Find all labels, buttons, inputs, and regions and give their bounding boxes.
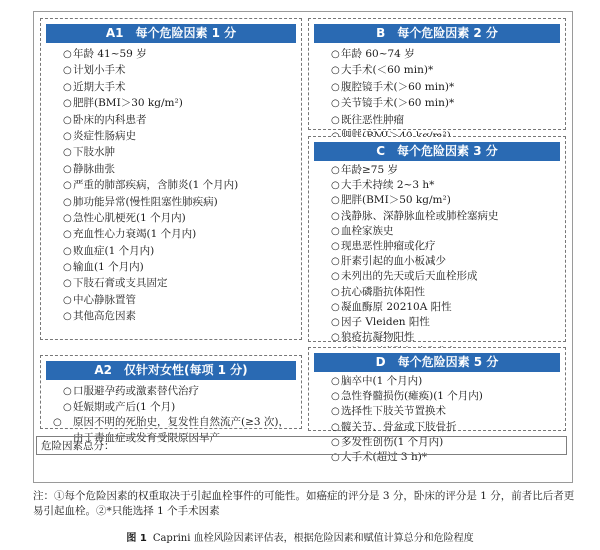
list-item-text: 肝素引起的血小板减少 [341,255,446,268]
list-item-text: 肥胖(BMI＞50 kg/m²) [341,194,451,207]
list-item-text: 因子 Vleiden 阳性 [341,315,430,328]
circle-bullet-icon: ○ [63,81,72,93]
circle-bullet-icon: ○ [331,180,340,192]
footnote: 注：①每个危险因素的权重取决于引起血栓事件的可能性。如癌症的评分是 3 分，卧床的评分是 1 分，前者比后者更易引起血栓。②*只能选择 1 个手术因素 [33,490,575,517]
list-item-text: 大手术(超过 3 h)* [341,450,428,463]
circle-bullet-icon: ○ [63,311,72,323]
circle-bullet-icon: ○ [331,49,340,60]
circle-bullet-icon: ○ [63,278,72,290]
list-item [63,384,295,400]
list-item-text: 输血(1 个月内) [73,261,144,274]
circle-bullet-icon: ○ [63,130,72,142]
list-item [331,315,559,330]
circle-bullet-icon: ○ [331,81,340,93]
list-item [331,285,559,300]
box-d [308,347,566,463]
circle-bullet-icon: ○ [63,245,72,257]
list-item [63,194,295,210]
circle-bullet-icon: ○ [331,391,340,403]
list-item [63,243,295,259]
box-a1-list [63,46,295,325]
list-item [63,95,295,111]
list-item-text: 急性心肌梗死(1 个月内) [73,211,186,224]
box-c-header: C 每个危险因素 3 分 [314,142,560,161]
circle-bullet-icon: ○ [63,114,72,126]
list-item [63,275,295,291]
circle-bullet-icon: ○ [331,286,340,298]
list-item [331,46,559,62]
list-item-text: 充血性心力衰竭(1 个月内) [73,228,197,241]
list-item-text: 近期大手术 [73,80,126,93]
list-item [63,226,295,242]
circle-bullet-icon: ○ [63,98,72,110]
circle-bullet-icon: ○ [63,294,72,306]
list-item [63,259,295,275]
circle-bullet-icon: ○ [63,196,72,208]
list-item-text: 浅静脉、深静脉血栓或肺栓塞病史 [341,209,499,222]
circle-bullet-icon: ○ [331,114,340,126]
circle-bullet-icon: ○ [63,401,72,413]
circle-bullet-icon: ○ [331,98,340,110]
circle-bullet-icon: ○ [331,195,340,207]
list-item-text: 选择性下肢关节置换术 [341,405,446,418]
box-b [308,18,566,130]
circle-bullet-icon: ○ [331,406,340,418]
circle-bullet-icon: ○ [331,376,340,387]
box-a1-header: A1 每个危险因素 1 分 [46,24,296,43]
circle-bullet-icon: ○ [331,436,340,448]
list-item-text: 下肢水肿 [73,146,115,159]
list-item [63,210,295,226]
circle-bullet-icon: ○ [63,212,72,224]
list-item-text: 髋关节、骨盆或下肢骨折 [341,420,457,433]
circle-bullet-icon: ○ [63,180,72,192]
list-item [331,420,559,435]
list-item [63,46,295,62]
list-item-text: 计划小手术 [73,64,126,77]
list-item-text: 肥胖(BMI＞30 kg/m²) [73,97,183,110]
list-item-text: 肺功能异常(慢性阻塞性肺疾病) [73,195,218,208]
list-item [331,178,559,193]
list-item [331,269,559,284]
list-item [63,177,295,193]
list-item [331,239,559,254]
list-item [331,163,559,178]
list-item-text: 关节镜手术(＞60 min)* [341,97,455,110]
list-item [331,404,559,419]
circle-bullet-icon: ○ [331,316,340,328]
circle-bullet-icon: ○ [331,256,340,268]
list-item-text: 脑卒中(1 个月内) [341,375,423,387]
caption-label: 图 1 [126,533,147,544]
circle-bullet-icon: ○ [63,163,72,175]
list-item-text: 下肢石膏或支具固定 [73,277,168,290]
list-item [331,224,559,239]
list-item [63,112,295,128]
box-b-list [331,46,559,144]
list-item [331,254,559,269]
list-item-text: 卧床的内科患者 [73,113,147,126]
list-item [331,79,559,95]
list-item-text: 严重的肺部疾病，含肺炎(1 个月内) [73,179,239,192]
figure-caption [0,529,600,544]
list-item [63,292,295,308]
list-item-text: 败血症(1 个月内) [73,244,155,257]
list-item-text: 大手术持续 2~3 h* [341,179,435,192]
list-item-text: 急性脊髓损伤(瘫痪)(1 个月内) [341,390,483,403]
list-item [63,161,295,177]
list-item-text: 年龄 60~74 岁 [341,48,415,60]
list-item-text: 原因不明的死胎史，复发性自然流产(≥3 次)，由于毒血症或发育受限原因早产 [73,416,290,444]
list-item-text: 腹腔镜手术(＞60 min)* [341,80,455,93]
list-item [63,144,295,160]
box-c [308,136,566,342]
circle-bullet-icon: ○ [331,165,340,176]
list-item [331,62,559,78]
list-item-text: 口服避孕药或激素替代治疗 [73,385,199,397]
caption-text: Caprini 血栓风险因素评估表，根据危险因素和赋值计算总分和危险程度 [152,533,474,544]
list-item-text: 炎症性肠病史 [73,129,136,142]
list-item-text: 中心静脉置管 [73,293,136,306]
list-item [63,308,295,324]
circle-bullet-icon: ○ [63,49,72,60]
box-a2-header: A2 仅针对女性(每项 1 分) [46,361,296,380]
list-item [63,79,295,95]
list-item [331,193,559,208]
list-item [331,374,559,389]
circle-bullet-icon: ○ [331,301,340,313]
circle-bullet-icon: ○ [331,451,340,463]
circle-bullet-icon: ○ [331,421,340,433]
list-item-text: 未列出的先天或后天血栓形成 [341,270,478,283]
list-item-text: 年龄 41~59 岁 [73,48,147,60]
box-d-header: D 每个危险因素 5 分 [314,353,560,372]
box-a2 [40,355,302,444]
list-item-text: 既往恶性肿瘤 [341,113,404,126]
circle-bullet-icon: ○ [331,271,340,283]
circle-bullet-icon: ○ [63,229,72,241]
list-item [331,330,559,345]
list-item-text: 多发性创伤(1 个月内) [341,435,444,448]
circle-bullet-icon: ○ [331,332,340,344]
list-item [331,112,559,128]
list-item-text: 血栓家族史 [341,224,394,237]
box-b-header: B 每个危险因素 2 分 [314,24,560,43]
circle-bullet-icon: ○ [331,225,340,237]
list-item [331,389,559,404]
list-item-text: 凝血酶原 20210A 阳性 [341,300,452,313]
list-item [63,128,295,144]
list-item-text: 抗心磷脂抗体阳性 [341,285,425,298]
circle-bullet-icon: ○ [331,240,340,252]
circle-bullet-icon: ○ [63,262,72,274]
list-item-text: 狼疮抗凝物阳性 [341,331,415,344]
list-item-text: 静脉曲张 [73,162,115,175]
list-item [63,400,295,416]
circle-bullet-icon: ○ [63,386,72,397]
box-a1 [40,18,302,340]
total-score-row: 危险因素总分： [36,436,567,455]
list-item-text: 年龄≥75 岁 [341,164,398,176]
list-item-text: 大手术(＜60 min)* [341,64,434,77]
list-item [63,62,295,78]
circle-bullet-icon: ○ [331,65,340,77]
list-item-text: 其他高危因素 [73,310,136,323]
list-item [331,300,559,315]
circle-bullet-icon: ○ [331,210,340,222]
list-item [331,95,559,111]
circle-bullet-icon: ○ [63,65,72,77]
circle-bullet-icon: ○ [63,147,72,159]
list-item [331,209,559,224]
list-item-text: 现患恶性肿瘤或化疗 [341,239,436,252]
list-item-text: 妊娠期或产后(1 个月) [73,400,176,413]
box-c-list [331,163,559,360]
circle-bullet-icon: ○ [53,417,62,429]
